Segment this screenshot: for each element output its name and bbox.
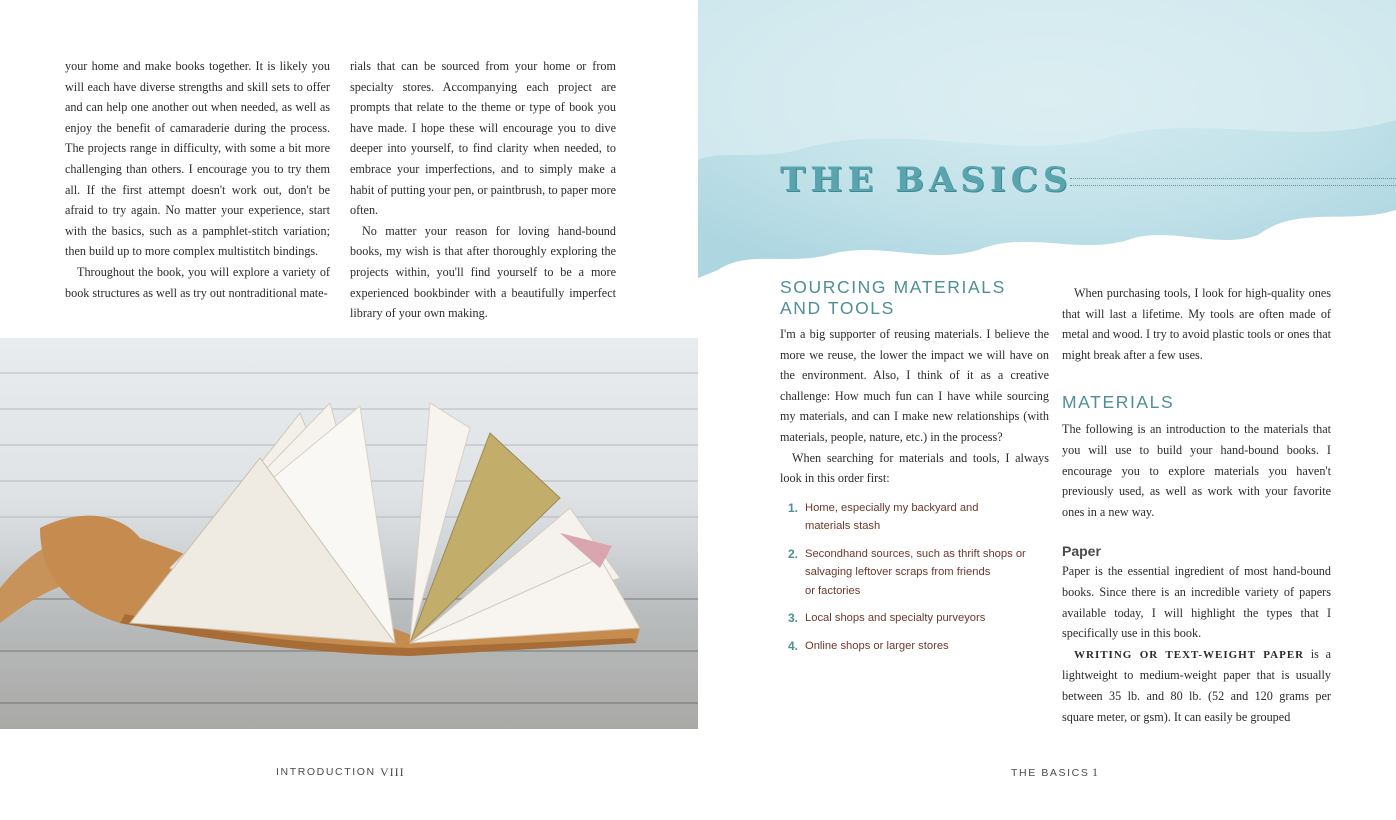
section-heading-materials: MATERIALS bbox=[1062, 392, 1175, 413]
list-text: Local shops and specialty purveyors bbox=[805, 612, 986, 625]
paragraph: I'm a big supporter of reusing materials. I believe the more we reuse, the lower the impact we will have on the environment. Also, I think of it as a creative challenge: How much fun can I have while sourcing my materials, and can I make new relationships (with materials, people, nature, etc.) in the process? bbox=[780, 327, 1049, 444]
list-text: salvaging leftover scraps from friends bbox=[805, 566, 991, 579]
term-writing-paper: WRITING OR TEXT-WEIGHT PAPER bbox=[1074, 648, 1305, 661]
paragraph: rials that can be sourced from your home or from specialty stores. Accompanying each project are prompts that relate to the theme or type of book you have made. I hope these will encourage you to dive deeper into yourself, to find clarity when needed, to embrace your imperfections, and to simply make a habit of putting your pen, or paintbrush, to paper more often. bbox=[350, 59, 616, 218]
page-number: 1 bbox=[1092, 765, 1099, 779]
list-number: 4. bbox=[788, 638, 799, 653]
sourcing-body bbox=[780, 324, 1049, 489]
paragraph: When purchasing tools, I look for high-quality ones that will last a lifetime. My tools are often made of metal and wood. I try to avoid plastic tools or ones that might break after a few uses. bbox=[1062, 286, 1331, 362]
list-item bbox=[780, 609, 1049, 628]
list-number: 1. bbox=[788, 500, 799, 515]
paragraph: your home and make books together. It is likely you will each have diverse strengths and skill sets to offer and can help one another out when needed, as well as enjoy the benefit of camaraderie during the process. The projects range in difficulty, with some a bit more challenging than others. I encourage you to try them all. If the first attempt doesn't work out, don't be afraid to try again. No matter your experience, start with the basics, such as a pamphlet-stitch variation; then build up to more complex multistitch bindings. bbox=[65, 59, 330, 259]
footer-section-label: THE BASICS bbox=[1011, 767, 1090, 779]
left-column-1 bbox=[65, 56, 330, 303]
list-text: Online shops or larger stores bbox=[805, 639, 949, 652]
list-text: materials stash bbox=[805, 520, 881, 533]
book-photo bbox=[0, 338, 698, 729]
chapter-title: THE BASICS bbox=[780, 160, 1073, 200]
section-heading-line: AND TOOLS bbox=[780, 298, 895, 318]
list-number: 3. bbox=[788, 611, 799, 626]
title-dotted-rule bbox=[1070, 178, 1396, 186]
sourcing-order-list bbox=[780, 499, 1049, 656]
paragraph: When searching for materials and tools, I always look in this order first: bbox=[780, 450, 1049, 486]
term-definition: is a lightweight to medium-weight paper that is usually between 35 lb. and 80 lb. (52 and 120 grams per square meter, or gsm). It can easily be grouped bbox=[1062, 646, 1331, 724]
subheading-paper: Paper bbox=[1062, 543, 1101, 560]
list-text: Secondhand sources, such as thrift shops or bbox=[805, 547, 1026, 560]
fanned-book-illustration bbox=[0, 338, 698, 729]
watercolor-wash-background bbox=[698, 0, 1396, 290]
list-item bbox=[780, 545, 1049, 601]
list-number: 2. bbox=[788, 546, 799, 561]
section-heading-sourcing bbox=[780, 277, 1049, 319]
paragraph: Throughout the book, you will explore a variety of book structures as well as try out nontraditional mate- bbox=[65, 264, 330, 300]
right-page bbox=[698, 0, 1396, 820]
section-heading-line: SOURCING MATERIALS bbox=[780, 277, 1006, 297]
footer-section-label: INTRODUCTION bbox=[276, 766, 376, 778]
list-text: or factories bbox=[805, 584, 861, 597]
paragraph: No matter your reason for loving hand-bound books, my wish is that after thoroughly exploring the projects within, you'll find yourself to be a more experienced bookbinder with a beautifully imperfect library of your own making. bbox=[350, 223, 616, 321]
list-text: Home, especially my backyard and bbox=[805, 501, 979, 514]
list-item bbox=[780, 637, 1049, 656]
right-column-1 bbox=[780, 277, 1049, 664]
left-column-2 bbox=[350, 56, 616, 324]
paragraph: Paper is the essential ingredient of most hand-bound books. Since there is an incredible variety of papers available today, I will highlight the types that I specifically use in this book. bbox=[1062, 564, 1331, 641]
paragraph bbox=[1062, 644, 1331, 727]
page-number: VIII bbox=[380, 765, 405, 779]
paragraph: The following is an introduction to the materials that you will use to build your hand-bound books. I encourage you to explore materials you haven't previously used, as well as work with your favorite ones in a new way. bbox=[1062, 422, 1331, 519]
right-column-2 bbox=[1062, 283, 1331, 727]
list-item bbox=[780, 499, 1049, 536]
